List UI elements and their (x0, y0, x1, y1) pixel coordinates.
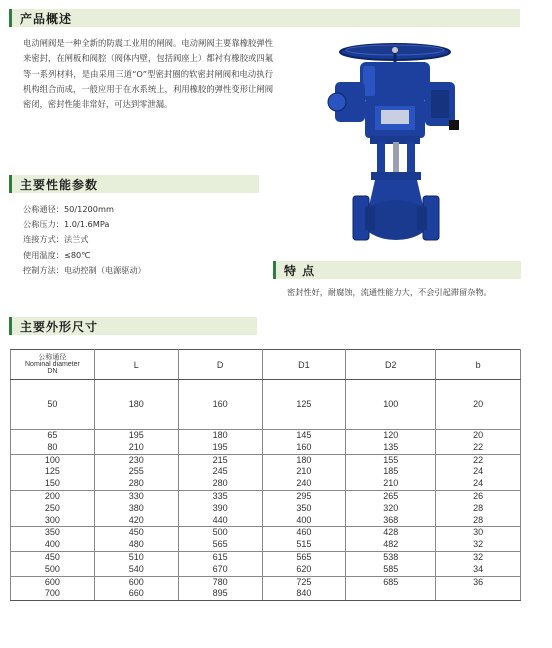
table-cell: 350 (262, 503, 346, 515)
table-cell: 660 (94, 588, 178, 600)
table-row (11, 527, 521, 539)
table-cell: 265 (346, 490, 436, 502)
table-cell: 780 (178, 576, 262, 588)
table-cell: 200 (11, 490, 95, 502)
table-cell (346, 588, 436, 600)
param-value: 50/1200mm (63, 204, 114, 214)
table-cell: 300 (11, 515, 95, 527)
table-cell: 30 (436, 527, 521, 539)
param-label: 使用温度： (23, 249, 64, 260)
table-cell: 400 (262, 515, 346, 527)
section-title: 特 点 (284, 263, 316, 278)
table-cell: 250 (11, 503, 95, 515)
overview-paragraph: 电动闸阀是一种全新的防震工业用的闸阀。电动闸阀主要靠橡胶弹性来密封，在闸板和阀腔（阀体内壁，包括阀座上）都衬有橡胶或四氟等一系列材料，是由采用三道“O”型密封圈的软密封闸阀和电动执行机构组合而成，一般应用于在水系统上，利用橡胶的弹性变形让闸阀密闭，密封性能非常好，可达到零泄漏。 (23, 38, 273, 110)
table-cell: 26 (436, 490, 521, 502)
table-cell: 50 (11, 380, 95, 430)
table-cell: 685 (346, 576, 436, 588)
table-cell: 135 (346, 442, 436, 454)
table-row (11, 564, 521, 576)
table-cell: 540 (94, 564, 178, 576)
table-cell: 390 (178, 503, 262, 515)
table-cell: 538 (346, 551, 436, 563)
header-dn-en: Nominal diameter (25, 361, 80, 368)
table-row (11, 380, 521, 430)
table-cell: 160 (178, 380, 262, 430)
dimensions-table (10, 349, 521, 601)
table-cell: 725 (262, 576, 346, 588)
table-cell: 155 (346, 454, 436, 466)
section-header-params (9, 175, 259, 193)
table-cell: 195 (178, 442, 262, 454)
section-header-dimensions (9, 317, 257, 335)
table-cell: 400 (11, 539, 95, 551)
table-cell: 600 (11, 576, 95, 588)
table-row (11, 515, 521, 527)
table-cell: 280 (94, 478, 178, 490)
table-cell: 215 (178, 454, 262, 466)
table-cell: 210 (346, 478, 436, 490)
electric-gate-valve-image (315, 36, 480, 246)
table-cell: 565 (178, 539, 262, 551)
table-cell: 895 (178, 588, 262, 600)
table-cell: 24 (436, 466, 521, 478)
table-cell: 450 (94, 527, 178, 539)
table-cell: 180 (178, 430, 262, 442)
table-cell: 150 (11, 478, 95, 490)
table-cell: 185 (346, 466, 436, 478)
table-cell: 840 (262, 588, 346, 600)
table-cell: 620 (262, 564, 346, 576)
table-cell: 500 (11, 564, 95, 576)
table-cell: 100 (346, 380, 436, 430)
table-cell: 22 (436, 442, 521, 454)
header-d1: D1 (262, 350, 346, 380)
section-title: 主要外形尺寸 (20, 319, 99, 334)
features-paragraph: 密封性好，耐腐蚀，流通性能力大，不会引起滞留杂物。 (287, 287, 492, 297)
params-list (23, 202, 146, 278)
section-title: 产品概述 (20, 11, 73, 26)
table-cell: 255 (94, 466, 178, 478)
section-header-features (273, 261, 521, 279)
table-cell: 585 (346, 564, 436, 576)
header-l: L (94, 350, 178, 380)
table-cell: 460 (262, 527, 346, 539)
table-body (11, 380, 521, 601)
param-value: ≤80℃ (63, 249, 91, 260)
param-value: 法兰式 (63, 234, 89, 245)
table-row (11, 466, 521, 478)
table-cell: 100 (11, 454, 95, 466)
table-row (11, 551, 521, 563)
param-row (23, 263, 146, 278)
param-value: 1.0/1.6MPa (63, 219, 110, 230)
table-cell: 28 (436, 503, 521, 515)
param-row (23, 232, 146, 247)
table-cell: 24 (436, 478, 521, 490)
table-cell: 65 (11, 430, 95, 442)
table-cell: 180 (94, 380, 178, 430)
table-cell: 335 (178, 490, 262, 502)
table-row (11, 490, 521, 502)
table-cell: 615 (178, 551, 262, 563)
table-cell: 420 (94, 515, 178, 527)
table-row (11, 503, 521, 515)
table-row (11, 588, 521, 600)
header-dn-cn: 公称通径 (38, 354, 67, 361)
table-cell: 295 (262, 490, 346, 502)
table-cell: 34 (436, 564, 521, 576)
section-title: 主要性能参数 (20, 177, 99, 192)
table-cell: 20 (436, 380, 521, 430)
table-cell: 450 (11, 551, 95, 563)
header-dn (11, 350, 95, 380)
header-d2: D2 (346, 350, 436, 380)
table-cell: 515 (262, 539, 346, 551)
table-cell: 36 (436, 576, 521, 588)
table-cell: 20 (436, 430, 521, 442)
table-cell: 230 (94, 454, 178, 466)
table-cell: 670 (178, 564, 262, 576)
table-cell: 320 (346, 503, 436, 515)
table-cell: 240 (262, 478, 346, 490)
table-row (11, 430, 521, 442)
table-cell: 32 (436, 551, 521, 563)
header-b: b (436, 350, 521, 380)
table-row (11, 478, 521, 490)
table-cell: 565 (262, 551, 346, 563)
param-label: 连接方式： (23, 234, 64, 245)
table-cell: 280 (178, 478, 262, 490)
param-label: 控制方法： (23, 264, 64, 275)
table-cell: 500 (178, 527, 262, 539)
table-cell: 480 (94, 539, 178, 551)
table-row (11, 442, 521, 454)
header-dn-code: DN (47, 368, 58, 375)
table-cell: 80 (11, 442, 95, 454)
table-cell: 195 (94, 430, 178, 442)
table-cell: 368 (346, 515, 436, 527)
section-header-overview (9, 9, 520, 27)
table-cell: 125 (11, 466, 95, 478)
param-row (23, 202, 146, 217)
table-cell: 700 (11, 588, 95, 600)
table-cell: 600 (94, 576, 178, 588)
table-cell: 350 (11, 527, 95, 539)
table-cell (436, 588, 521, 600)
table-cell: 28 (436, 515, 521, 527)
table-cell: 180 (262, 454, 346, 466)
table-cell: 330 (94, 490, 178, 502)
table-cell: 145 (262, 430, 346, 442)
table-cell: 160 (262, 442, 346, 454)
table-cell: 125 (262, 380, 346, 430)
param-row (23, 217, 146, 232)
table-cell: 380 (94, 503, 178, 515)
param-label: 公称压力： (23, 219, 64, 230)
table-cell: 210 (262, 466, 346, 478)
table-cell: 428 (346, 527, 436, 539)
table-row (11, 539, 521, 551)
param-row (23, 248, 146, 263)
param-value: 电动控制（电源驱动） (63, 264, 146, 275)
table-row (11, 454, 521, 466)
table-cell: 440 (178, 515, 262, 527)
table-cell: 120 (346, 430, 436, 442)
table-cell: 482 (346, 539, 436, 551)
table-cell: 245 (178, 466, 262, 478)
table-cell: 32 (436, 539, 521, 551)
table-cell: 510 (94, 551, 178, 563)
header-d: D (178, 350, 262, 380)
table-cell: 210 (94, 442, 178, 454)
table-header-row (11, 350, 521, 380)
param-label: 公称通径： (23, 204, 64, 214)
table-row (11, 576, 521, 588)
table-cell: 22 (436, 454, 521, 466)
